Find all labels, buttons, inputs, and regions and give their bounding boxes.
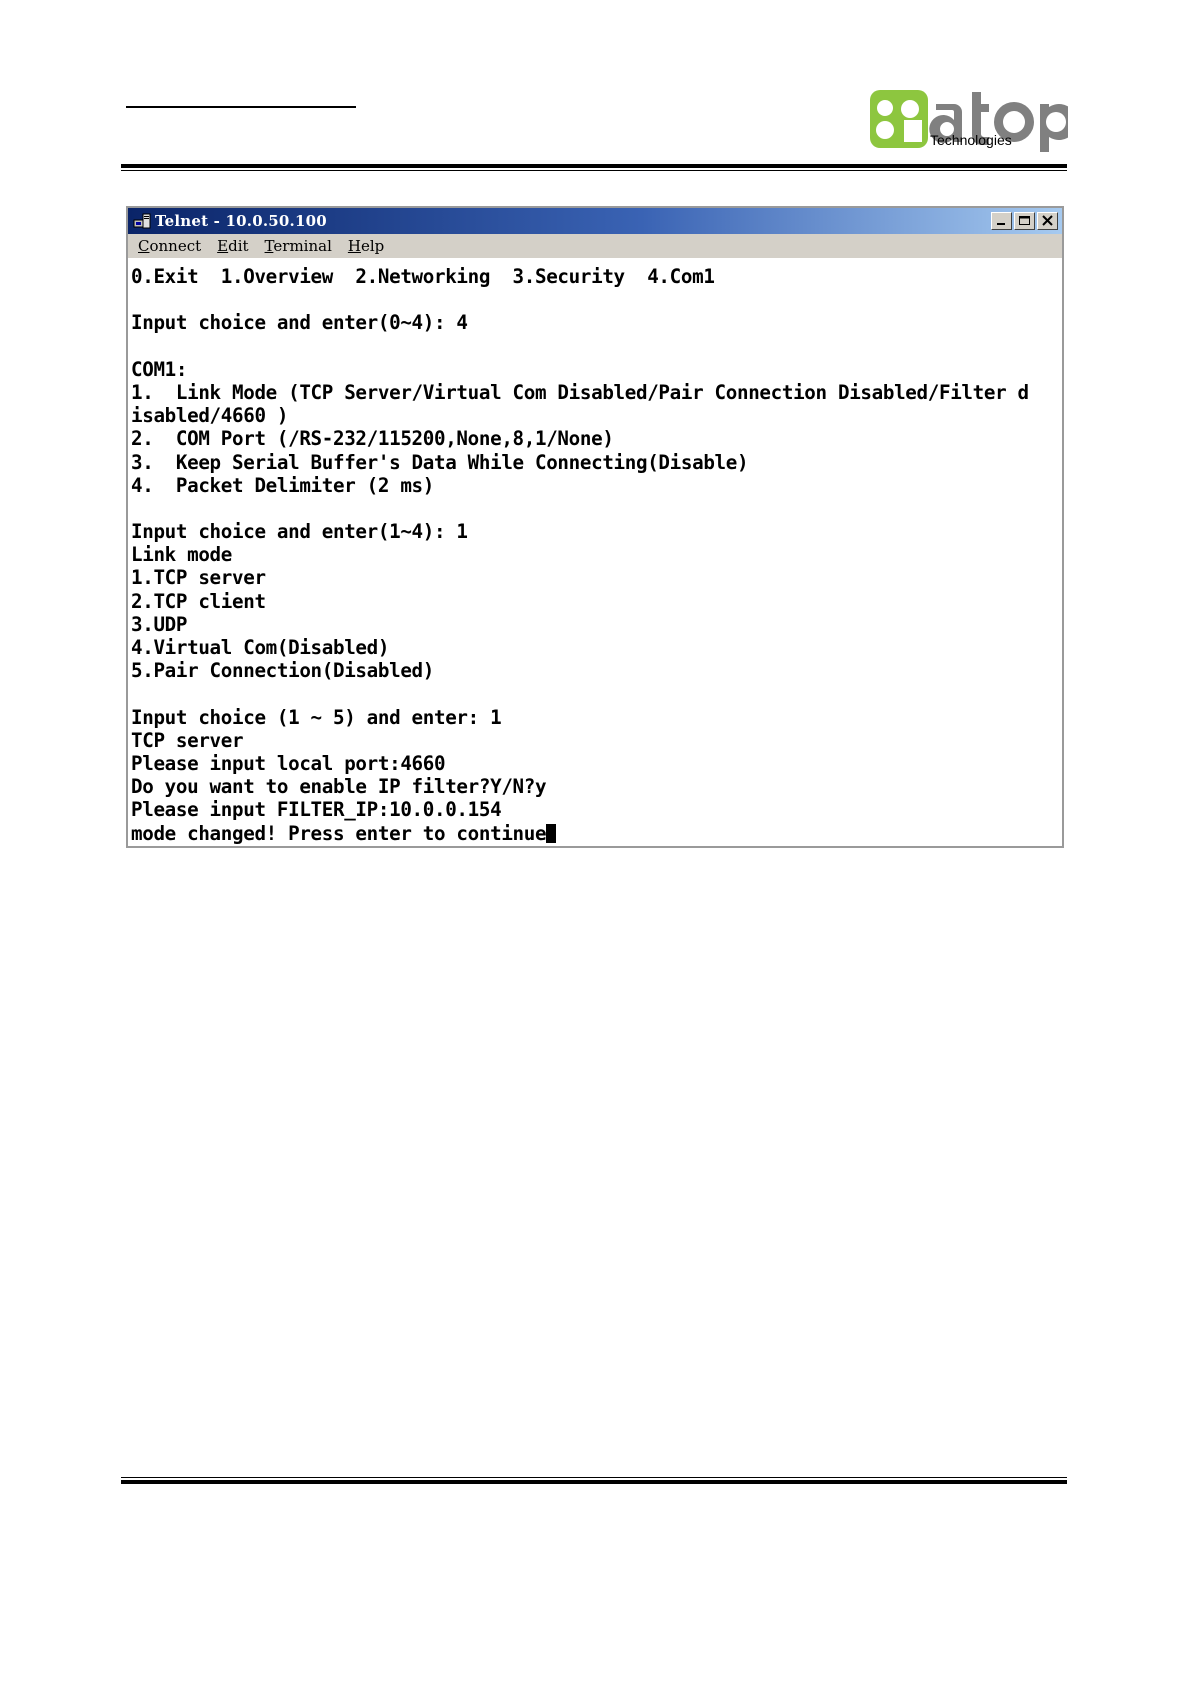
console-line: COM1: — [131, 357, 188, 381]
console-line: Do you want to enable IP filter?Y/N?y — [131, 775, 547, 799]
console-line — [131, 288, 1058, 311]
console-line: 1. Link Mode (TCP Server/Virtual Com Disabled/Pair Connection Disabled/Filter d — [131, 380, 1029, 404]
atop-logo — [868, 86, 1068, 154]
minimize-button[interactable] — [991, 212, 1012, 230]
console-line: Input choice (1 ~ 5) and enter: 1 — [131, 705, 502, 729]
footer-rule-thin — [121, 1477, 1067, 1478]
header-rule-thin — [121, 170, 1067, 171]
console-line — [131, 497, 1058, 520]
console-line: Link mode — [131, 543, 232, 567]
menu-help[interactable]: Help — [347, 237, 385, 255]
console-line: 1.TCP server — [131, 566, 266, 590]
window-controls — [989, 212, 1058, 230]
header-short-rule — [126, 106, 356, 108]
console-line: TCP server — [131, 728, 244, 752]
console-line — [131, 682, 1058, 705]
title-bar[interactable] — [128, 208, 1062, 234]
telnet-window — [126, 206, 1064, 848]
maximize-button[interactable] — [1014, 212, 1035, 230]
menu-connect[interactable]: Connect — [138, 237, 202, 255]
close-button[interactable] — [1037, 212, 1058, 230]
console-line: Please input FILTER_IP:10.0.0.154 — [131, 798, 502, 822]
console-line: Input choice and enter(0~4): 4 — [131, 311, 468, 335]
footer-rule — [121, 1480, 1067, 1484]
console-line — [131, 335, 1058, 358]
header-rule — [121, 164, 1067, 168]
console-line: Input choice and enter(1~4): 1 — [131, 520, 468, 544]
console-line: 2.TCP client — [131, 589, 266, 613]
menu-bar — [128, 234, 1062, 258]
console-line: 3. Keep Serial Buffer's Data While Connecting(Disable) — [131, 450, 749, 474]
terminal-console[interactable] — [131, 265, 1058, 844]
console-line: 3.UDP — [131, 612, 188, 636]
menu-terminal[interactable]: Terminal — [264, 237, 332, 255]
console-line-last — [131, 822, 1058, 845]
text-cursor — [546, 824, 556, 843]
console-line: 4.Virtual Com(Disabled) — [131, 636, 390, 659]
console-last-text: mode changed! Press enter to continue — [131, 821, 547, 844]
console-line: 0.Exit 1.Overview 2.Networking 3.Security 4.Com1 — [131, 265, 715, 288]
console-line: 2. COM Port (/RS-232/115200,None,8,1/None) — [131, 427, 614, 451]
telnet-app-icon[interactable] — [133, 212, 151, 230]
console-line: 4. Packet Delimiter (2 ms) — [131, 473, 434, 497]
menu-edit[interactable]: Edit — [217, 237, 249, 255]
console-line: isabled/4660 ) — [131, 404, 289, 428]
console-line: Please input local port:4660 — [131, 751, 446, 775]
window-title: Telnet - 10.0.50.100 — [155, 212, 327, 230]
logo-subtext: Technologies — [930, 132, 1012, 148]
console-line: 5.Pair Connection(Disabled) — [131, 659, 434, 683]
